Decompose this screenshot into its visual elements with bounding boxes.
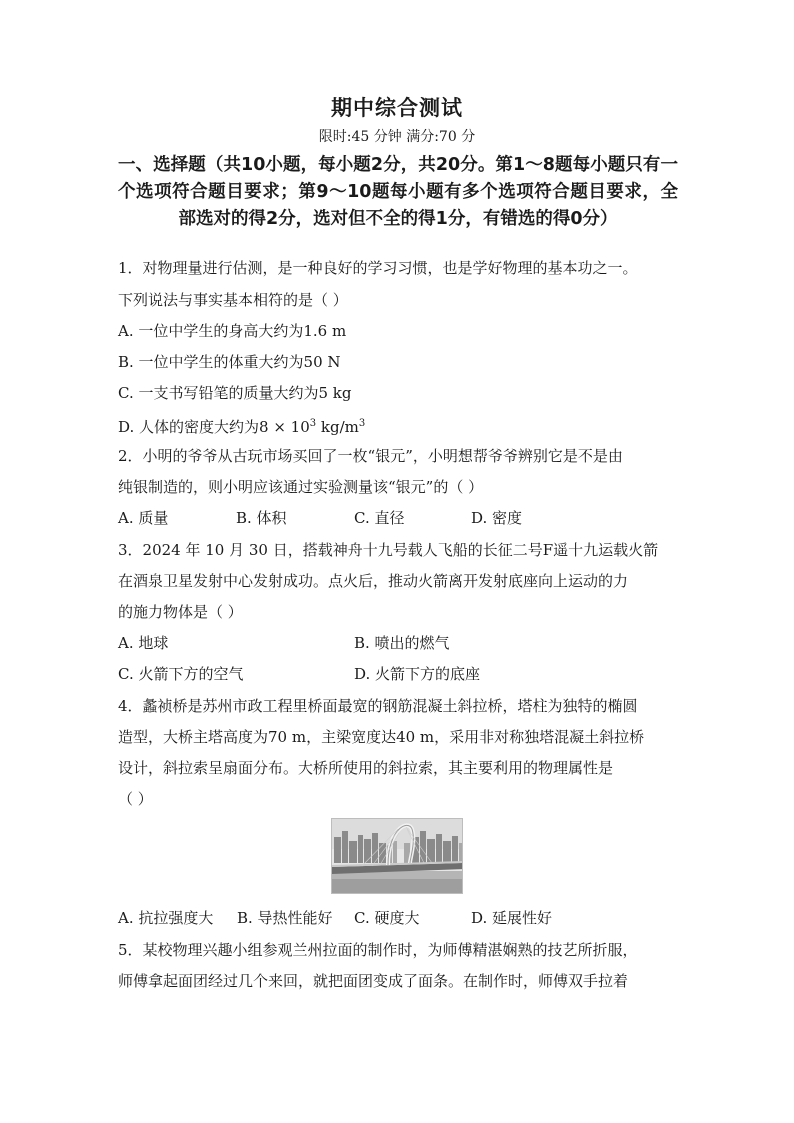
q1-option-d-unit: kg/m — [316, 418, 359, 436]
q4-option-c: C. 硬度大 — [354, 909, 420, 927]
q2-option-c: C. 直径 — [354, 509, 405, 527]
page-title: 期中综合测试 — [331, 96, 463, 120]
q3-stem-line-3: 的施力物体是（ ） — [118, 603, 243, 621]
bridge-photo — [331, 818, 463, 894]
q4-stem-line-4: （ ） — [118, 790, 153, 808]
q4-option-b: B. 导热性能好 — [237, 909, 333, 927]
q4-stem-line-2: 造型，大桥主塔高度为70 m，主梁宽度达40 m，采用非对称独塔混凝土斜拉桥 — [118, 728, 645, 746]
q1-option-d — [118, 414, 365, 437]
time-score-subtitle: 限时:45 分钟 满分:70 分 — [318, 129, 476, 145]
q1-stem-line-1: 1．对物理量进行估测，是一种良好的学习习惯，也是学好物理的基本功之一。 — [118, 259, 638, 277]
section-heading: 一、选择题（共10小题，每小题2分，共20分。第1～8题每小题只有一个选项符合题目要求；第9～10题每小题有多个选项符合题目要求，全部选对的得2分，选对但不全的得1分，有错选的得0分） — [118, 155, 678, 229]
q5-stem-line-1: 5．某校物理兴趣小组参观兰州拉面的制作时，为师傅精湛娴熟的技艺所折服， — [118, 941, 638, 959]
bridge-photo-image — [332, 819, 463, 894]
q5-stem-line-2: 师傅拿起面团经过几个来回，就把面团变成了面条。在制作时，师傅双手拉着 — [118, 972, 629, 990]
q3-stem-line-2: 在酒泉卫星发射中心发射成功。点火后，推动火箭离开发射底座向上运动的力 — [118, 572, 629, 590]
q2-option-a: A. 质量 — [118, 509, 169, 527]
q2-option-b: B. 体积 — [236, 509, 287, 527]
q1-option-d-exponent: 3 — [309, 418, 317, 429]
q2-stem-line-2: 纯银制造的，则小明应该通过实验测量该“银元”的（ ） — [118, 478, 484, 496]
q1-option-c: C. 一支书写铅笔的质量大约为5 kg — [118, 384, 352, 402]
q4-stem-line-3: 设计，斜拉索呈扇面分布。大桥所使用的斜拉索，其主要利用的物理属性是 — [118, 759, 614, 777]
q2-stem-line-1: 2．小明的爷爷从古玩市场买回了一枚“银元”，小明想帮爷爷辨别它是不是由 — [118, 447, 623, 465]
q4-option-d: D. 延展性好 — [471, 909, 553, 927]
q3-stem-line-1: 3．2024 年 10 月 30 日，搭载神舟十九号载人飞船的长征二号F遥十九运载火箭 — [118, 541, 659, 559]
q4-stem-line-1: 4．蠡祯桥是苏州市政工程里桥面最宽的钢筋混凝土斜拉桥，塔柱为独特的椭圆 — [118, 697, 638, 715]
q3-option-c: C. 火箭下方的空气 — [118, 665, 244, 683]
q3-option-d: D. 火箭下方的底座 — [354, 665, 481, 683]
q1-option-d-text: D. 人体的密度大约为8 × 10 — [118, 418, 310, 436]
q2-option-d: D. 密度 — [471, 509, 523, 527]
q1-option-a: A. 一位中学生的身高大约为1.6 m — [118, 322, 347, 340]
q3-option-a: A. 地球 — [118, 634, 169, 652]
q1-stem-line-2: 下列说法与事实基本相符的是（ ） — [118, 291, 348, 309]
q1-option-d-unit-exponent: 3 — [358, 418, 366, 429]
q3-option-b: B. 喷出的燃气 — [354, 634, 450, 652]
q4-option-a: A. 抗拉强度大 — [118, 909, 214, 927]
q1-option-b: B. 一位中学生的体重大约为50 N — [118, 353, 341, 371]
